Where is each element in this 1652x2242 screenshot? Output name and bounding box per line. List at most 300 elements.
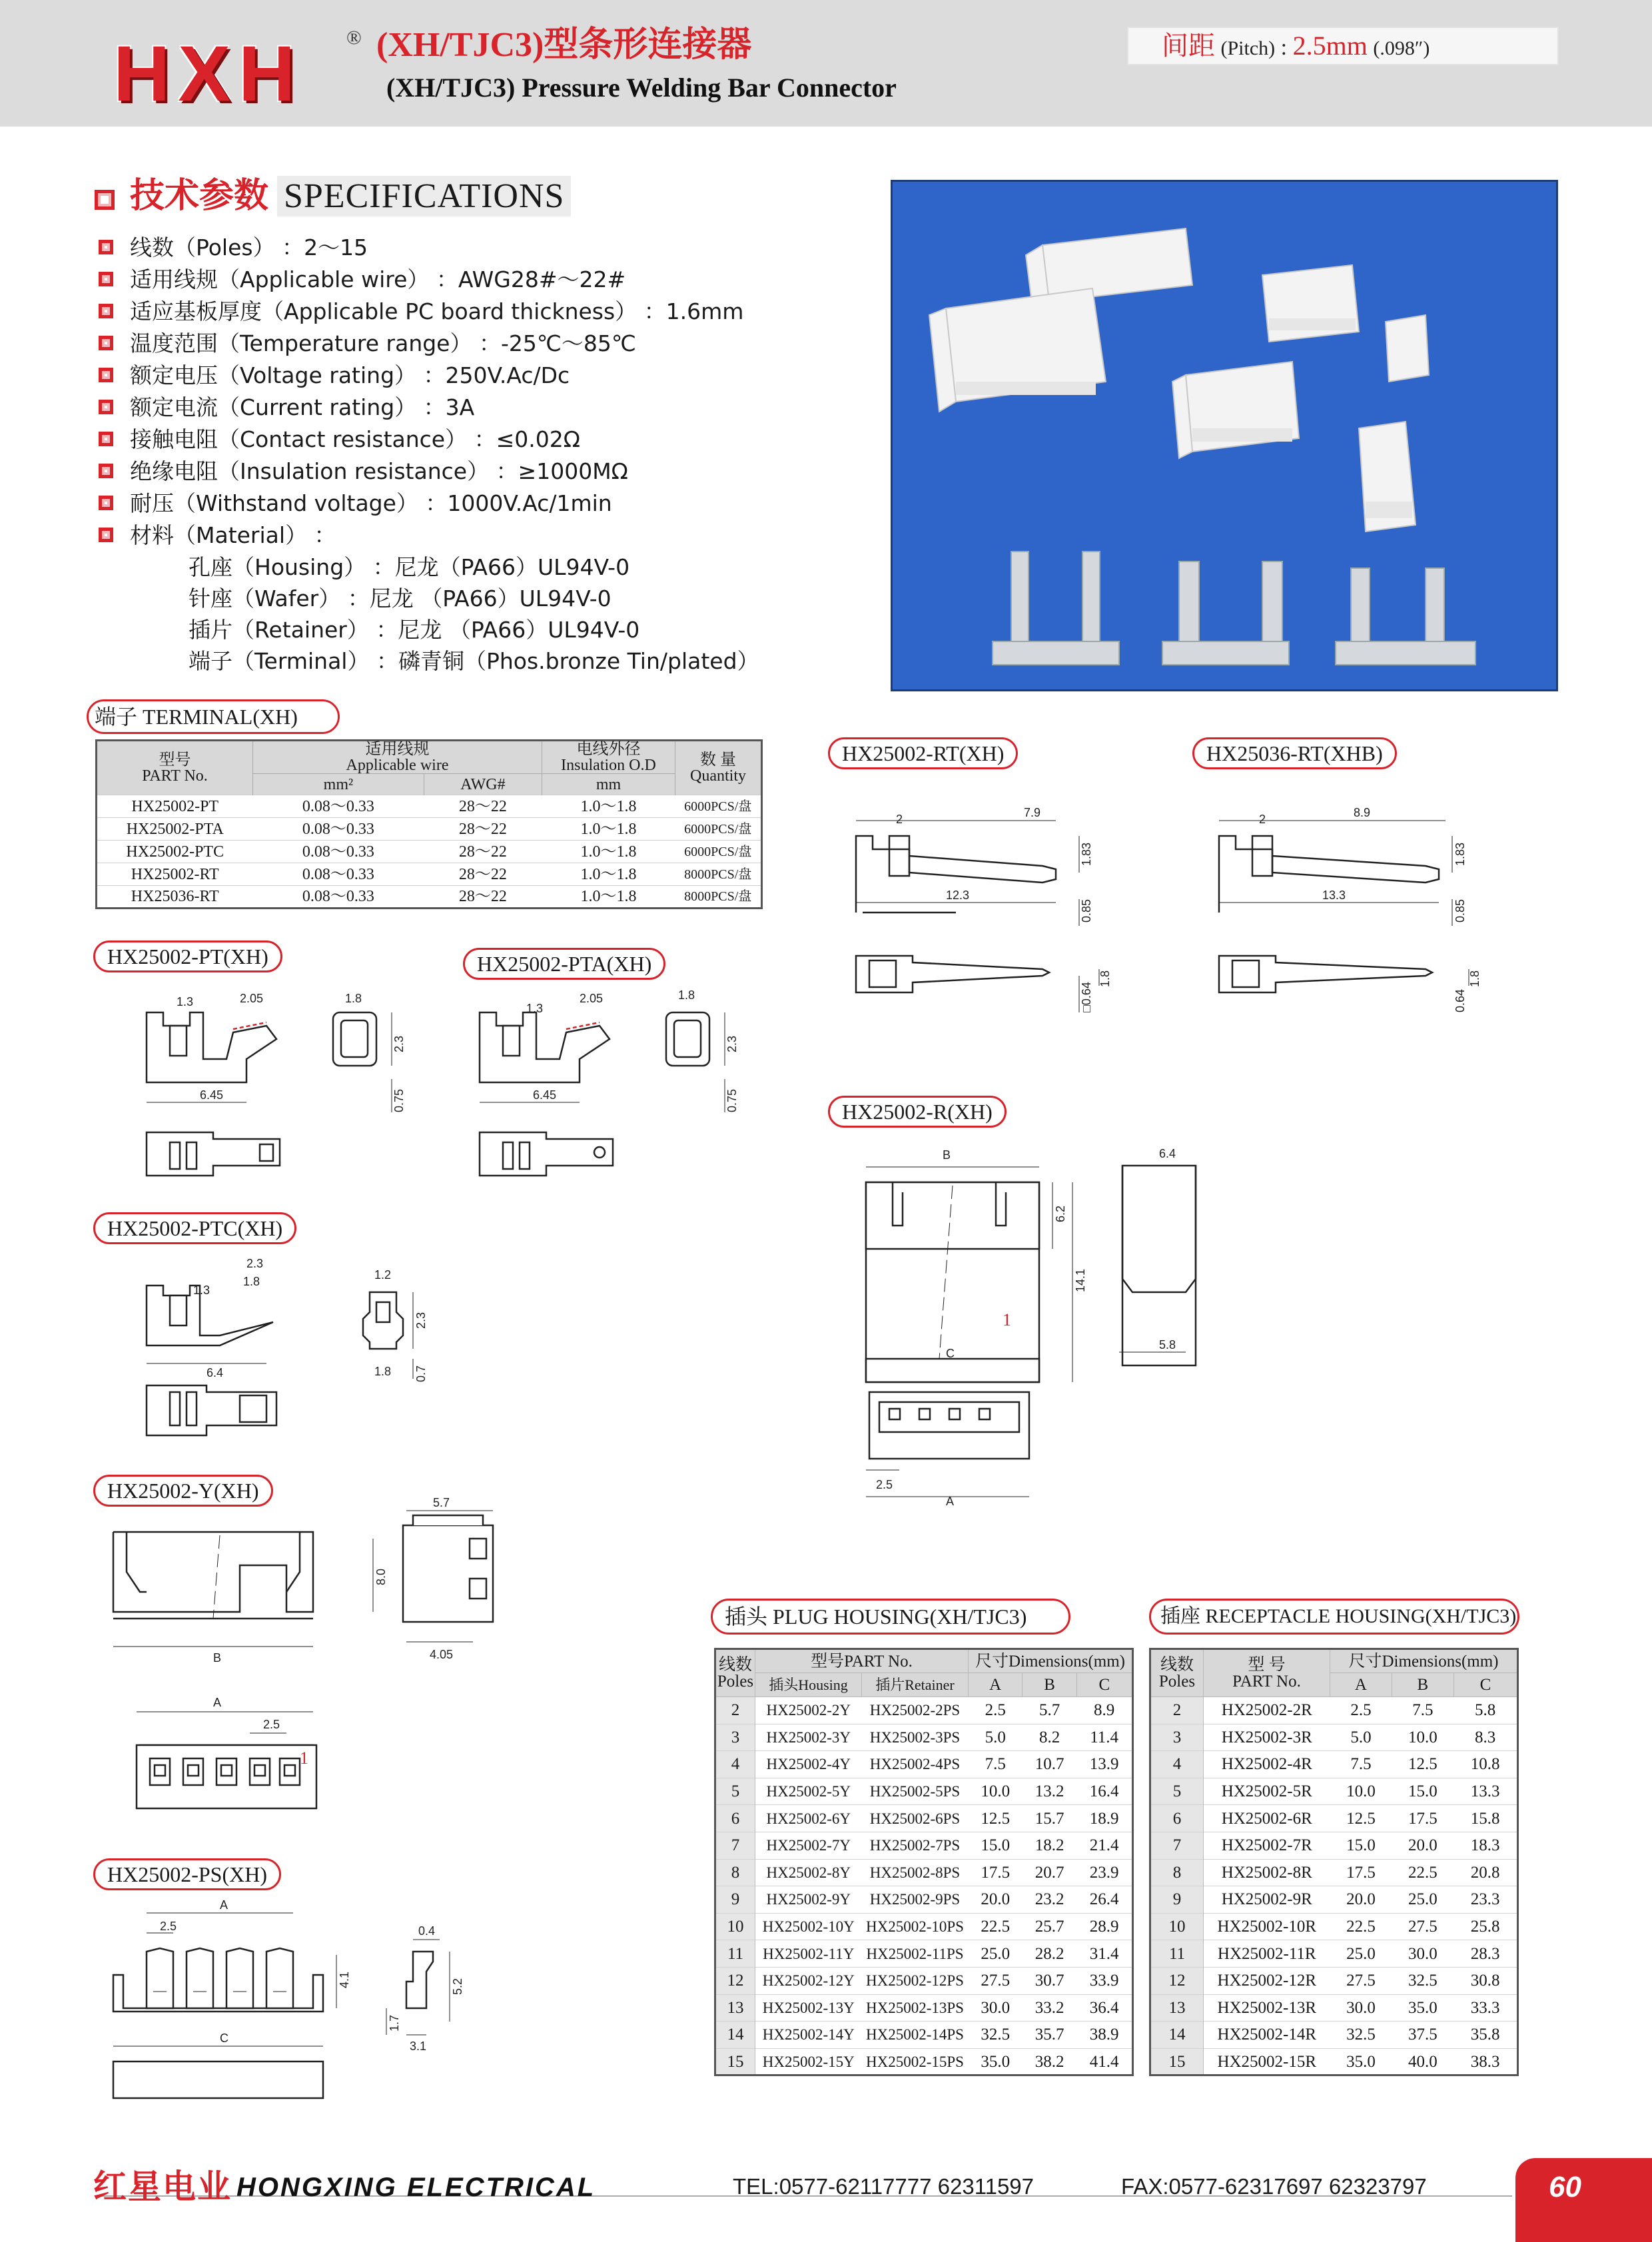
- pitch-colon: :: [1280, 35, 1288, 60]
- rt-xhb-drawing: [1206, 799, 1485, 1019]
- plug-cell: 33.9: [1076, 1967, 1132, 1994]
- plug-cell: 16.4: [1076, 1778, 1132, 1805]
- rt-xhb-label: HX25036-RT(XHB): [1192, 737, 1397, 769]
- plug-cell: 26.4: [1076, 1886, 1132, 1914]
- plug-th-poles-cn: 线数: [718, 1656, 752, 1674]
- plug-cell: HX25002-13Y: [755, 1994, 862, 2022]
- rt-xh-d5: 0.85: [1080, 899, 1093, 923]
- plug-cell: HX25002-12PS: [862, 1967, 969, 1994]
- plug-table-row: [715, 1751, 1133, 1778]
- spec-item: 耐压（Withstand voltage） ：1000V.Ac/1min: [130, 490, 612, 516]
- r-d3: 6.4: [1159, 1147, 1176, 1160]
- ptc-d6: 2.3: [414, 1311, 428, 1329]
- receptacle-cell: 20.0: [1392, 1832, 1453, 1859]
- receptacle-cell: HX25002-8R: [1204, 1859, 1330, 1886]
- receptacle-table-row: [1150, 1751, 1518, 1778]
- product-photo: [891, 180, 1558, 691]
- receptacle-cell: 15: [1150, 2048, 1204, 2075]
- r-b: B: [943, 1148, 951, 1162]
- connectors-photo-illustration: [893, 182, 1556, 689]
- terminal-cell: HX25002-PTA: [97, 818, 253, 841]
- plug-cell: 23.9: [1076, 1859, 1132, 1886]
- terminal-cell: HX25002-PT: [97, 795, 253, 818]
- spec-bullet-icon: [99, 368, 113, 382]
- plug-cell: 18.9: [1076, 1805, 1132, 1832]
- receptacle-cell: 15.8: [1453, 1805, 1517, 1832]
- receptacle-table-body: [1150, 1697, 1518, 2075]
- receptacle-cell: 10.0: [1392, 1724, 1453, 1751]
- footer-company-cn: 红星电业: [93, 2167, 232, 2206]
- receptacle-cell: 8.3: [1453, 1724, 1517, 1751]
- y-d4: 2.5: [263, 1718, 280, 1731]
- receptacle-cell: HX25002-9R: [1204, 1886, 1330, 1914]
- ptc-drawing: [133, 1256, 446, 1449]
- material-item: 针座（Wafer） ：尼龙 （PA66）UL94V-0: [189, 585, 612, 611]
- plug-cell: 5.0: [969, 1724, 1023, 1751]
- y-b: B: [213, 1651, 222, 1665]
- plug-cell: 30.0: [969, 1994, 1023, 2022]
- terminal-cell: 1.0～1.8: [542, 795, 675, 818]
- plug-cell: 36.4: [1076, 1994, 1132, 2022]
- spec-item: 绝缘电阻（Insulation resistance） ：≥1000MΩ: [130, 458, 628, 484]
- plug-cell: HX25002-6Y: [755, 1805, 862, 1832]
- ps-d2: 4.1: [338, 1971, 351, 1988]
- r-d5: 2.5: [876, 1478, 893, 1491]
- rt-xh-d7: □0.64: [1080, 982, 1093, 1012]
- receptacle-table: [1149, 1648, 1519, 2076]
- receptacle-cell: 11: [1150, 1940, 1204, 1968]
- plug-cell: 4: [715, 1751, 755, 1778]
- plug-label-cn: 插头: [725, 1604, 768, 1629]
- plug-cell: 20.7: [1023, 1859, 1076, 1886]
- y-pin1: 1: [300, 1748, 308, 1768]
- terminal-cell: 1.0～1.8: [542, 886, 675, 909]
- th-od-unit: mm: [542, 774, 675, 795]
- terminal-cell: 0.08～0.33: [253, 863, 424, 886]
- spec-item: 额定电压（Voltage rating） ：250V.Ac/Dc: [130, 362, 570, 388]
- spec-title: [130, 176, 571, 216]
- th-od-cn: 电线外径: [576, 741, 641, 758]
- receptacle-table-row: [1150, 1805, 1518, 1832]
- receptacle-cell: 3: [1150, 1724, 1204, 1751]
- pt-d3: 1.8: [345, 992, 362, 1005]
- r-pin1: 1: [1003, 1310, 1011, 1329]
- r-a: A: [946, 1495, 955, 1508]
- receptacle-cell: 13: [1150, 1994, 1204, 2022]
- receptacle-cell: HX25002-14R: [1204, 2022, 1330, 2049]
- plug-cell: 7.5: [969, 1751, 1023, 1778]
- terminal-table-body: [97, 795, 762, 909]
- plug-cell: 41.4: [1076, 2048, 1132, 2075]
- th-od-en: Insulation O.D: [561, 757, 656, 774]
- receptacle-cell: HX25002-15R: [1204, 2048, 1330, 2075]
- pta-d6: 0.75: [725, 1088, 739, 1112]
- receptacle-table-row: [1150, 1886, 1518, 1914]
- plug-cell: 33.2: [1023, 1994, 1076, 2022]
- plug-cell: 8.9: [1076, 1697, 1132, 1724]
- receptacle-cell: 5.0: [1330, 1724, 1392, 1751]
- pta-label: HX25002-PTA(XH): [463, 948, 665, 980]
- plug-cell: 11.4: [1076, 1724, 1132, 1751]
- pta-d4: 2.3: [725, 1035, 739, 1052]
- y-label: HX25002-Y(XH): [93, 1475, 273, 1507]
- receptacle-cell: 23.3: [1453, 1886, 1517, 1914]
- terminal-cell: HX25002-PTC: [97, 841, 253, 863]
- r-c: C: [946, 1347, 955, 1360]
- plug-cell: 25.7: [1023, 1913, 1076, 1940]
- plug-cell: 27.5: [969, 1967, 1023, 1994]
- plug-cell: HX25002-13PS: [862, 1994, 969, 2022]
- terminal-label-en: TERMINAL(XH): [143, 705, 298, 729]
- receptacle-cell: 30.8: [1453, 1967, 1517, 1994]
- plug-cell: 17.5: [969, 1859, 1023, 1886]
- ps-d1: 2.5: [160, 1920, 177, 1933]
- th-part: [97, 741, 253, 795]
- y-drawing: [100, 1492, 513, 1838]
- plug-table-body: [715, 1697, 1133, 2075]
- terminal-cell: HX25036-RT: [97, 886, 253, 909]
- plug-cell: 3: [715, 1724, 755, 1751]
- terminal-cell: 28～22: [424, 841, 542, 863]
- plug-cell: 23.2: [1023, 1886, 1076, 1914]
- recep-th-c: C: [1453, 1673, 1517, 1697]
- spec-title-en: SPECIFICATIONS: [277, 176, 571, 216]
- rt-xh-label: HX25002-RT(XH): [828, 737, 1018, 769]
- spec-item: 接触电阻（Contact resistance） ：≤0.02Ω: [130, 426, 580, 452]
- receptacle-cell: HX25002-2R: [1204, 1697, 1330, 1724]
- plug-cell: 28.9: [1076, 1913, 1132, 1940]
- footer-company-en: HONGXING ELECTRICAL: [236, 2173, 596, 2202]
- rt-xh-drawing: [843, 799, 1122, 1019]
- receptacle-cell: 2.5: [1330, 1697, 1392, 1724]
- y-d3: 4.05: [430, 1648, 454, 1661]
- spec-item: 材料（Material） ：: [130, 522, 336, 548]
- plug-cell: HX25002-4PS: [862, 1751, 969, 1778]
- recep-th-part-en: PART No.: [1232, 1673, 1301, 1690]
- ps-d6: 3.1: [410, 2040, 427, 2053]
- plug-label-en: PLUG HOUSING(XH/TJC3): [773, 1605, 1027, 1629]
- receptacle-cell: 5: [1150, 1778, 1204, 1805]
- plug-cell: 14: [715, 2022, 755, 2049]
- receptacle-cell: 35.0: [1330, 2048, 1392, 2075]
- plug-cell: 8: [715, 1859, 755, 1886]
- plug-cell: 35.7: [1023, 2022, 1076, 2049]
- spec-bullet-icon: [99, 336, 113, 350]
- plug-cell: 28.2: [1023, 1940, 1076, 1968]
- plug-cell: HX25002-14Y: [755, 2022, 862, 2049]
- receptacle-cell: 14: [1150, 2022, 1204, 2049]
- pitch-inch: (.098″): [1373, 37, 1430, 59]
- recep-th-a: A: [1330, 1673, 1392, 1697]
- ps-d4: 5.2: [451, 1978, 464, 1995]
- plug-cell: 7: [715, 1832, 755, 1859]
- th-qty-cn: 数 量: [700, 751, 736, 769]
- plug-cell: HX25002-6PS: [862, 1805, 969, 1832]
- plug-cell: HX25002-5Y: [755, 1778, 862, 1805]
- plug-cell: HX25002-4Y: [755, 1751, 862, 1778]
- plug-cell: 10: [715, 1913, 755, 1940]
- terminal-label-cn: 端子: [95, 704, 138, 729]
- receptacle-cell: 32.5: [1392, 1967, 1453, 1994]
- th-wire: [253, 741, 542, 774]
- receptacle-cell: 15.0: [1330, 1832, 1392, 1859]
- receptacle-cell: HX25002-11R: [1204, 1940, 1330, 1968]
- receptacle-cell: 35.8: [1453, 2022, 1517, 2049]
- spec-item: 温度范围（Temperature range） ：-25℃～85℃: [130, 330, 636, 356]
- plug-table: [714, 1648, 1134, 2076]
- plug-cell: HX25002-2Y: [755, 1697, 862, 1724]
- receptacle-cell: 33.3: [1453, 1994, 1517, 2022]
- receptacle-cell: HX25002-6R: [1204, 1805, 1330, 1832]
- material-item: 插片（Retainer） ：尼龙 （PA66）UL94V-0: [189, 617, 640, 643]
- receptacle-cell: HX25002-5R: [1204, 1778, 1330, 1805]
- spec-title-bullet-icon: [95, 190, 115, 210]
- plug-cell: 21.4: [1076, 1832, 1132, 1859]
- ptc-d4: 6.4: [206, 1366, 224, 1379]
- receptacle-cell: 12.5: [1330, 1805, 1392, 1832]
- plug-cell: 13.2: [1023, 1778, 1076, 1805]
- plug-th-part: 型号PART No.: [755, 1649, 969, 1673]
- pta-d2: 2.05: [580, 992, 604, 1005]
- footer-fax: FAX:0577-62317697 62323797: [1121, 2174, 1427, 2199]
- ptc-d1: 2.3: [246, 1257, 264, 1270]
- receptacle-cell: 17.5: [1392, 1805, 1453, 1832]
- ptc-d3: 1.3: [193, 1284, 210, 1297]
- receptacle-cell: 15.0: [1392, 1778, 1453, 1805]
- y-d1: 5.7: [433, 1496, 450, 1509]
- plug-cell: 15: [715, 2048, 755, 2075]
- plug-cell: 12: [715, 1967, 755, 1994]
- terminal-table-row: [97, 886, 762, 909]
- plug-cell: 20.0: [969, 1886, 1023, 1914]
- receptacle-cell: HX25002-3R: [1204, 1724, 1330, 1751]
- plug-cell: 10.7: [1023, 1751, 1076, 1778]
- title-chinese: (XH/TJC3)型条形连接器: [376, 26, 752, 64]
- receptacle-cell: 40.0: [1392, 2048, 1453, 2075]
- recep-th-poles: [1150, 1649, 1204, 1697]
- plug-cell: 15.7: [1023, 1805, 1076, 1832]
- pitch-label-en: (Pitch): [1220, 37, 1276, 59]
- spec-bullet-icon: [99, 304, 113, 318]
- terminal-cell: 6000PCS/盘: [675, 841, 762, 863]
- terminal-cell: 28～22: [424, 863, 542, 886]
- ptc-d2: 1.8: [243, 1275, 260, 1288]
- ps-a: A: [220, 1898, 228, 1912]
- plug-cell: 13: [715, 1994, 755, 2022]
- plug-table-row: [715, 2048, 1133, 2075]
- receptacle-label-en: RECEPTACLE HOUSING(XH/TJC3): [1205, 1605, 1517, 1627]
- recep-th-dims: 尺寸Dimensions(mm): [1330, 1649, 1518, 1673]
- receptacle-cell: 5.8: [1453, 1697, 1517, 1724]
- receptacle-cell: 6: [1150, 1805, 1204, 1832]
- spec-item: 额定电流（Current rating） ：3A: [130, 394, 475, 420]
- pt-d2: 2.05: [240, 992, 264, 1005]
- plug-cell: 10.0: [969, 1778, 1023, 1805]
- th-mm2: mm²: [253, 774, 424, 795]
- r-label: HX25002-R(XH): [828, 1096, 1007, 1128]
- rt-xhb-d2: 8.9: [1354, 806, 1371, 819]
- receptacle-cell: HX25002-12R: [1204, 1967, 1330, 1994]
- footer-tel: TEL:0577-62117777 62311597: [733, 2174, 1034, 2199]
- receptacle-label: [1160, 1603, 1516, 1631]
- receptacle-cell: 12: [1150, 1967, 1204, 1994]
- receptacle-cell: 7.5: [1392, 1697, 1453, 1724]
- terminal-cell: 28～22: [424, 795, 542, 818]
- plug-cell: 32.5: [969, 2022, 1023, 2049]
- plug-cell: 2.5: [969, 1697, 1023, 1724]
- receptacle-cell: 18.3: [1453, 1832, 1517, 1859]
- plug-th-housing: 插头Housing: [755, 1673, 862, 1697]
- plug-table-row: [715, 1805, 1133, 1832]
- receptacle-cell: 7.5: [1330, 1751, 1392, 1778]
- plug-th-dims: 尺寸Dimensions(mm): [969, 1649, 1133, 1673]
- receptacle-cell: HX25002-7R: [1204, 1832, 1330, 1859]
- plug-cell: 12.5: [969, 1805, 1023, 1832]
- material-item: 孔座（Housing） ：尼龙（PA66）UL94V-0: [189, 554, 630, 580]
- r-drawing: [853, 1139, 1199, 1525]
- rt-xhb-d5: 0.85: [1453, 899, 1467, 923]
- pt-drawing: [133, 986, 413, 1192]
- receptacle-cell: HX25002-10R: [1204, 1913, 1330, 1940]
- receptacle-table-row: [1150, 1724, 1518, 1751]
- rt-xhb-d3: 13.3: [1322, 889, 1346, 902]
- page-number-tab: [1515, 2158, 1652, 2242]
- th-wire-en: Applicable wire: [346, 757, 449, 774]
- ptc-d5: 1.2: [374, 1268, 392, 1282]
- y-d2: 8.0: [374, 1568, 388, 1585]
- terminal-cell: 0.08～0.33: [253, 818, 424, 841]
- receptacle-table-row: [1150, 1967, 1518, 1994]
- recep-th-poles-en: Poles: [1158, 1673, 1196, 1690]
- plug-cell: 11: [715, 1940, 755, 1968]
- receptacle-label-cn: 插座: [1160, 1605, 1200, 1628]
- plug-table-row: [715, 1913, 1133, 1940]
- receptacle-cell: 25.8: [1453, 1913, 1517, 1940]
- r-d4: 5.8: [1159, 1338, 1176, 1351]
- ps-d5: 1.7: [388, 2014, 401, 2032]
- plug-cell: 5.7: [1023, 1697, 1076, 1724]
- plug-table-row: [715, 1967, 1133, 1994]
- plug-cell: HX25002-11PS: [862, 1940, 969, 1968]
- terminal-cell: 1.0～1.8: [542, 863, 675, 886]
- terminal-table-head: [97, 741, 762, 795]
- terminal-cell: 1.0～1.8: [542, 818, 675, 841]
- receptacle-cell: 7: [1150, 1832, 1204, 1859]
- plug-cell: 2: [715, 1697, 755, 1724]
- receptacle-cell: 30.0: [1330, 1994, 1392, 2022]
- recep-th-part: [1204, 1649, 1330, 1697]
- plug-cell: HX25002-15PS: [862, 2048, 969, 2075]
- terminal-table-row: [97, 795, 762, 818]
- plug-cell: 30.7: [1023, 1967, 1076, 1994]
- plug-cell: HX25002-10PS: [862, 1913, 969, 1940]
- spec-bullet-icon: [99, 400, 113, 414]
- pta-d1: 1.3: [526, 1002, 544, 1015]
- receptacle-table-row: [1150, 1778, 1518, 1805]
- receptacle-table-row: [1150, 1697, 1518, 1724]
- title-english: (XH/TJC3) Pressure Welding Bar Connector: [386, 73, 897, 103]
- th-awg: AWG#: [424, 774, 542, 795]
- terminal-cell: HX25002-RT: [97, 863, 253, 886]
- receptacle-cell: 27.5: [1392, 1913, 1453, 1940]
- terminal-cell: 0.08～0.33: [253, 795, 424, 818]
- plug-cell: HX25002-7PS: [862, 1832, 969, 1859]
- pitch-label-cn: 间距: [1162, 31, 1215, 61]
- receptacle-cell: 37.5: [1392, 2022, 1453, 2049]
- plug-cell: HX25002-3Y: [755, 1724, 862, 1751]
- receptacle-cell: 27.5: [1330, 1967, 1392, 1994]
- terminal-cell: 6000PCS/盘: [675, 795, 762, 818]
- spec-item: 线数（Poles） ：2～15: [130, 234, 368, 260]
- plug-cell: HX25002-15Y: [755, 2048, 862, 2075]
- brand-logo: HXH: [113, 30, 304, 118]
- ptc-label: HX25002-PTC(XH): [93, 1212, 296, 1244]
- plug-cell: HX25002-11Y: [755, 1940, 862, 1968]
- receptacle-cell: 10.0: [1330, 1778, 1392, 1805]
- recep-th-b: B: [1392, 1673, 1453, 1697]
- receptacle-table-row: [1150, 1913, 1518, 1940]
- plug-cell: 8.2: [1023, 1724, 1076, 1751]
- plug-th-poles-en: Poles: [717, 1673, 754, 1690]
- plug-cell: HX25002-3PS: [862, 1724, 969, 1751]
- terminal-table-row: [97, 863, 762, 886]
- plug-cell: HX25002-2PS: [862, 1697, 969, 1724]
- plug-cell: HX25002-9PS: [862, 1886, 969, 1914]
- terminal-cell: 8000PCS/盘: [675, 863, 762, 886]
- terminal-cell: 8000PCS/盘: [675, 886, 762, 909]
- rt-xhb-d7: 0.64: [1453, 988, 1467, 1012]
- terminal-cell: 0.08～0.33: [253, 841, 424, 863]
- plug-table-row: [715, 1697, 1133, 1724]
- plug-cell: HX25002-14PS: [862, 2022, 969, 2049]
- receptacle-cell: 10: [1150, 1913, 1204, 1940]
- terminal-cell: 28～22: [424, 818, 542, 841]
- plug-cell: HX25002-8PS: [862, 1859, 969, 1886]
- th-qty: [675, 741, 762, 795]
- spec-bullet-icon: [99, 464, 113, 478]
- plug-th-b: B: [1023, 1673, 1076, 1697]
- receptacle-cell: 9: [1150, 1886, 1204, 1914]
- pitch-value: 2.5mm: [1292, 31, 1368, 61]
- plug-th-c: C: [1076, 1673, 1132, 1697]
- plug-cell: 35.0: [969, 2048, 1023, 2075]
- receptacle-table-row: [1150, 1940, 1518, 1968]
- r-d2: 14.1: [1074, 1268, 1087, 1292]
- receptacle-cell: 8: [1150, 1859, 1204, 1886]
- spec-bullet-icon: [99, 272, 113, 286]
- spec-item: 适用线规（Applicable wire） ：AWG28#～22#: [130, 266, 626, 292]
- receptacle-table-row: [1150, 2022, 1518, 2049]
- spec-item: 适应基板厚度（Applicable PC board thickness） ：1.6mm: [130, 298, 744, 324]
- pt-d5: 6.45: [200, 1088, 224, 1102]
- pt-d4: 2.3: [392, 1035, 406, 1052]
- receptacle-cell: 38.3: [1453, 2048, 1517, 2075]
- recep-th-part-cn: 型 号: [1248, 1656, 1286, 1674]
- ptc-d7: 1.8: [374, 1365, 392, 1378]
- rt-xhb-d4: 1.83: [1453, 842, 1467, 866]
- receptacle-cell: 10.8: [1453, 1751, 1517, 1778]
- plug-cell: 18.2: [1023, 1832, 1076, 1859]
- r-d1: 6.2: [1054, 1205, 1067, 1222]
- pt-d6: 0.75: [392, 1088, 406, 1112]
- receptacle-cell: 13.3: [1453, 1778, 1517, 1805]
- rt-xh-d6: 1.8: [1098, 970, 1112, 987]
- material-item: 端子（Terminal） ：磷青铜（Phos.bronze Tin/plated）: [189, 648, 759, 674]
- ps-d3: 0.4: [418, 1924, 436, 1938]
- receptacle-cell: 32.5: [1330, 2022, 1392, 2049]
- plug-cell: 38.9: [1076, 2022, 1132, 2049]
- rt-xh-d4: 1.83: [1080, 842, 1093, 866]
